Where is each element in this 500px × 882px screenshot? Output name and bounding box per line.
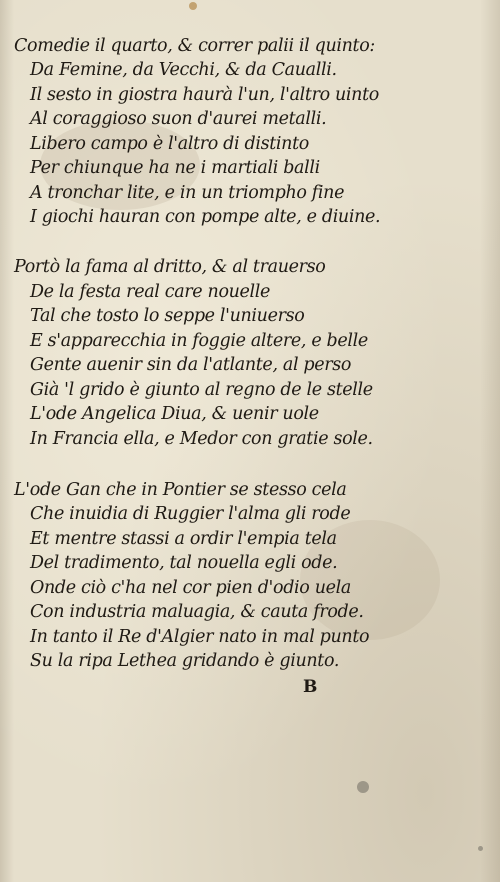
verse-line: Onde ciò c'ha nel cor pien d'odio uela: [30, 578, 351, 598]
verse-line: In Francia ella, e Medor con gratie sole.: [30, 429, 373, 449]
verse-line: Che inuidia di Ruggier l'alma gli rode: [30, 504, 351, 524]
verse-line: Del tradimento, tal nouella egli ode.: [30, 553, 338, 573]
verse-line: Già 'l grido è giunto al regno de le stelle: [30, 380, 373, 400]
verse-line: Tal che tosto lo seppe l'uniuerso: [30, 306, 305, 326]
verse-line: Comedie il quarto, & correr palii il quinto:: [14, 36, 375, 56]
verse-line: Gente auenir sin da l'atlante, al perso: [30, 355, 352, 375]
verse-line: I giochi hauran con pompe alte, e diuine.: [30, 207, 381, 227]
signature-mark: B: [303, 677, 318, 697]
verse-line: Et mentre stassi a ordir l'empia tela: [30, 529, 337, 549]
verse-line: Libero campo è l'altro di distinto: [30, 134, 309, 154]
verse-line: Al coraggioso suon d'aurei metalli.: [30, 109, 327, 129]
verse-line: De la festa real care nouelle: [30, 282, 271, 302]
top-ink-mark: [189, 2, 197, 10]
verse-line: Per chiunque ha ne i martiali balli: [30, 158, 320, 178]
verse-line: Con industria maluagia, & cauta frode.: [30, 602, 364, 622]
verse-line: Su la ripa Lethea gridando è giunto.: [30, 651, 340, 671]
verse-line: A tronchar lite, e in un triompho fine: [30, 183, 345, 203]
verse-line: E s'apparecchia in foggie altere, e belle: [30, 331, 368, 351]
ink-spot: [478, 846, 483, 851]
verse-line: L'ode Angelica Diua, & uenir uole: [30, 404, 319, 424]
verse-line: In tanto il Re d'Algier nato in mal punto: [30, 627, 370, 647]
verse-line: Il sesto in giostra haurà l'un, l'altro uinto: [30, 85, 379, 105]
verse-line: L'ode Gan che in Pontier se stesso cela: [14, 480, 347, 500]
verse-line: Da Femine, da Vecchi, & da Caualli.: [30, 60, 337, 80]
ink-spot: [357, 781, 369, 793]
verse-line: Portò la fama al dritto, & al trauerso: [14, 257, 326, 277]
